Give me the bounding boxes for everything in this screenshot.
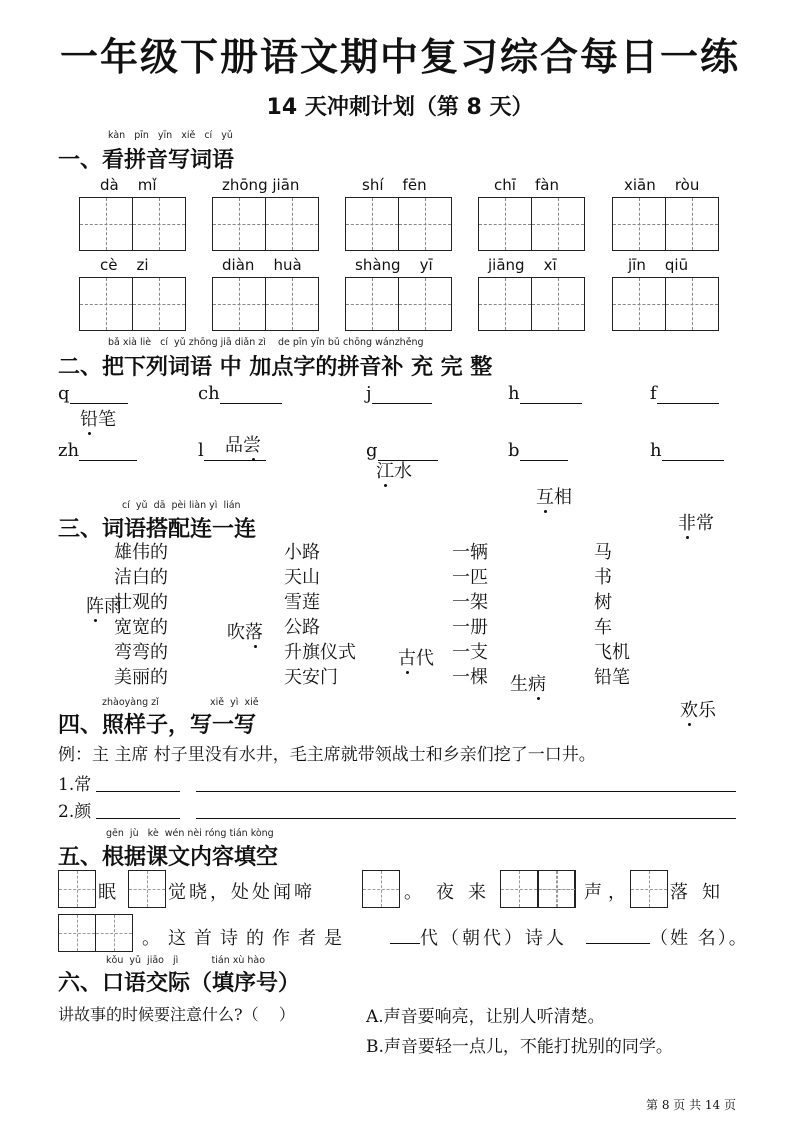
match-item[interactable]: 一架 [452, 592, 488, 613]
match-item[interactable]: 一棵 [452, 667, 488, 688]
pinyin-3: shí fēn [362, 176, 427, 194]
match-item[interactable]: 美丽的 [114, 667, 168, 688]
word-10: 欢乐 [680, 696, 800, 722]
poem-text-3: 。夜来 [404, 882, 500, 903]
poem-box-2[interactable] [128, 870, 166, 908]
section-3-ruby: cí yǔ dā pèi liàn yì lián [122, 500, 241, 511]
pinyin-5: xiān ròu [624, 176, 700, 194]
word-4: 互相 [536, 483, 800, 509]
item-2-word-line[interactable] [96, 817, 180, 819]
match-item[interactable]: 升旗仪式 [284, 642, 356, 663]
word-7: 吹落 [227, 618, 800, 644]
match-item[interactable]: 铅笔 [594, 667, 630, 688]
word-1: 铅笔 [80, 405, 800, 431]
match-item[interactable]: 车 [594, 617, 612, 638]
writing-box-3[interactable] [345, 197, 452, 251]
pinyin-blank-4[interactable]: h [508, 383, 582, 404]
match-item[interactable]: 弯弯的 [114, 642, 168, 663]
writing-box-1[interactable] [79, 197, 186, 251]
page-number: 第 8 页 共 14 页 [646, 1098, 736, 1112]
match-col-1[interactable] [114, 540, 168, 690]
poem-text-4: 声， [584, 882, 632, 903]
match-item[interactable]: 天安门 [284, 667, 338, 688]
match-item[interactable]: 一匹 [452, 567, 488, 588]
pinyin-blank-8[interactable]: g [366, 440, 438, 461]
pinyin-blank-9[interactable]: b [508, 440, 568, 461]
item-2-label: 2.颜 [58, 802, 92, 822]
pinyin-1: dà mǐ [100, 176, 157, 194]
poem-box-1[interactable] [58, 870, 96, 908]
match-col-3[interactable] [452, 540, 488, 690]
item-1-sentence-line[interactable] [196, 790, 736, 792]
match-item[interactable]: 天山 [284, 567, 320, 588]
match-item[interactable]: 飞机 [594, 642, 630, 663]
item-1-word-line[interactable] [96, 790, 180, 792]
poem-box-7[interactable] [58, 914, 133, 952]
option-b: B.声音要轻一点儿，不能打扰别的同学。 [366, 1037, 673, 1057]
pinyin-blank-1[interactable]: q [58, 383, 128, 404]
poet-name-blank[interactable] [586, 942, 650, 944]
match-item[interactable]: 一支 [452, 642, 488, 663]
item-2-sentence-line[interactable] [196, 817, 736, 819]
match-item[interactable]: 雪莲 [284, 592, 320, 613]
pinyin-9: jiāng xī [488, 256, 557, 274]
word-8: 古代 [398, 644, 800, 670]
pinyin-blank-3[interactable]: j [366, 383, 432, 404]
section-2-title: 二、把下列词语 中 加点字的拼音补 充 完 整 [58, 355, 493, 380]
section-4-ruby-1: zhàoyàng zǐ [102, 697, 159, 708]
word-5: 非常 [678, 509, 800, 535]
pinyin-8: shàng yī [355, 256, 433, 274]
section-4-ruby-2: xiě yì xiě [210, 697, 259, 708]
page-subtitle: 14 天冲刺计划（第 8 天） [266, 95, 534, 120]
pinyin-10: jīn qiū [628, 256, 689, 274]
match-item[interactable]: 一册 [452, 617, 488, 638]
section-5-ruby: gēn jù kè wén nèi róng tián kòng [106, 828, 274, 839]
match-item[interactable]: 树 [594, 592, 612, 613]
pinyin-blank-6[interactable]: zh [58, 440, 137, 461]
writing-box-5[interactable] [612, 197, 719, 251]
question-text[interactable]: 讲故事的时候要注意什么?（ ） [58, 1005, 295, 1024]
pinyin-7: diàn huà [222, 256, 302, 274]
section-1-ruby: kàn pīn yīn xiě cí yǔ [108, 130, 233, 141]
word-2: 品尝 [225, 431, 800, 457]
match-col-4[interactable] [594, 540, 630, 690]
writing-box-2[interactable] [212, 197, 319, 251]
page-title: 一年级下册语文期中复习综合每日一练 [59, 35, 740, 79]
poem-box-6[interactable] [630, 870, 668, 908]
pinyin-2: zhōng jiān [222, 176, 300, 194]
item-1-label: 1.常 [58, 775, 92, 795]
section-2-ruby: bǎ xià liè cí yǔ zhōng jiā diǎn zì de pīn yīn bǔ chōng wánzhěng [108, 337, 424, 348]
pinyin-blank-7[interactable]: l [198, 440, 266, 461]
poem-text-6: 。这首诗的作者是 [142, 928, 350, 949]
writing-box-10[interactable] [612, 277, 719, 331]
match-item[interactable]: 小路 [284, 542, 320, 563]
dynasty-blank[interactable] [390, 942, 420, 944]
pinyin-blank-5[interactable]: f [650, 383, 719, 404]
match-item[interactable]: 雄伟的 [114, 542, 168, 563]
section-3-title: 三、词语搭配连一连 [58, 517, 257, 542]
section-1-title: 一、看拼音写词语 [58, 148, 235, 173]
example-sentence: 例：主 主席 村子里没有水井，毛主席就带领战士和乡亲们挖了一口井。 [58, 745, 596, 765]
section-6-title: 六、口语交际（填序号） [58, 971, 301, 996]
option-a: A.声音要响亮，让别人听清楚。 [366, 1007, 605, 1027]
section-4-title: 四、照样子，写一写 [58, 713, 257, 738]
writing-box-7[interactable] [212, 277, 319, 331]
section-5-title: 五、根据课文内容填空 [58, 845, 279, 870]
match-item[interactable]: 公路 [284, 617, 320, 638]
writing-box-8[interactable] [345, 277, 452, 331]
writing-box-6[interactable] [79, 277, 186, 331]
poem-box-3[interactable] [362, 870, 400, 908]
match-item[interactable]: 宽宽的 [114, 617, 168, 638]
writing-box-9[interactable] [478, 277, 585, 331]
word-9: 生病 [510, 670, 800, 696]
pinyin-blank-10[interactable]: h [650, 440, 724, 461]
pinyin-6: cè zi [100, 256, 149, 274]
word-3: 江水 [376, 457, 800, 483]
match-item[interactable]: 一辆 [452, 542, 488, 563]
poem-text-1: 眠 [98, 882, 116, 903]
pinyin-4: chī fàn [494, 176, 559, 194]
match-col-2[interactable] [284, 540, 356, 690]
poem-text-8: （姓 名）。 [650, 928, 749, 949]
match-item[interactable]: 洁白的 [114, 567, 168, 588]
poem-text-7: 代（朝代）诗人 [420, 928, 567, 949]
word-6: 阵雨 [86, 592, 800, 618]
poem-text-2: 觉晓，处处闻啼 [168, 882, 315, 903]
poem-text-5: 落知 [670, 882, 734, 903]
match-item[interactable]: 壮观的 [114, 592, 168, 613]
section-6-ruby: kǒu yǔ jiāo jì tián xù hào [106, 955, 266, 966]
poem-box-5[interactable] [538, 870, 576, 908]
pinyin-blank-2[interactable]: ch [198, 383, 282, 404]
writing-box-4[interactable] [478, 197, 585, 251]
match-item[interactable]: 马 [594, 542, 612, 563]
match-item[interactable]: 书 [594, 567, 612, 588]
